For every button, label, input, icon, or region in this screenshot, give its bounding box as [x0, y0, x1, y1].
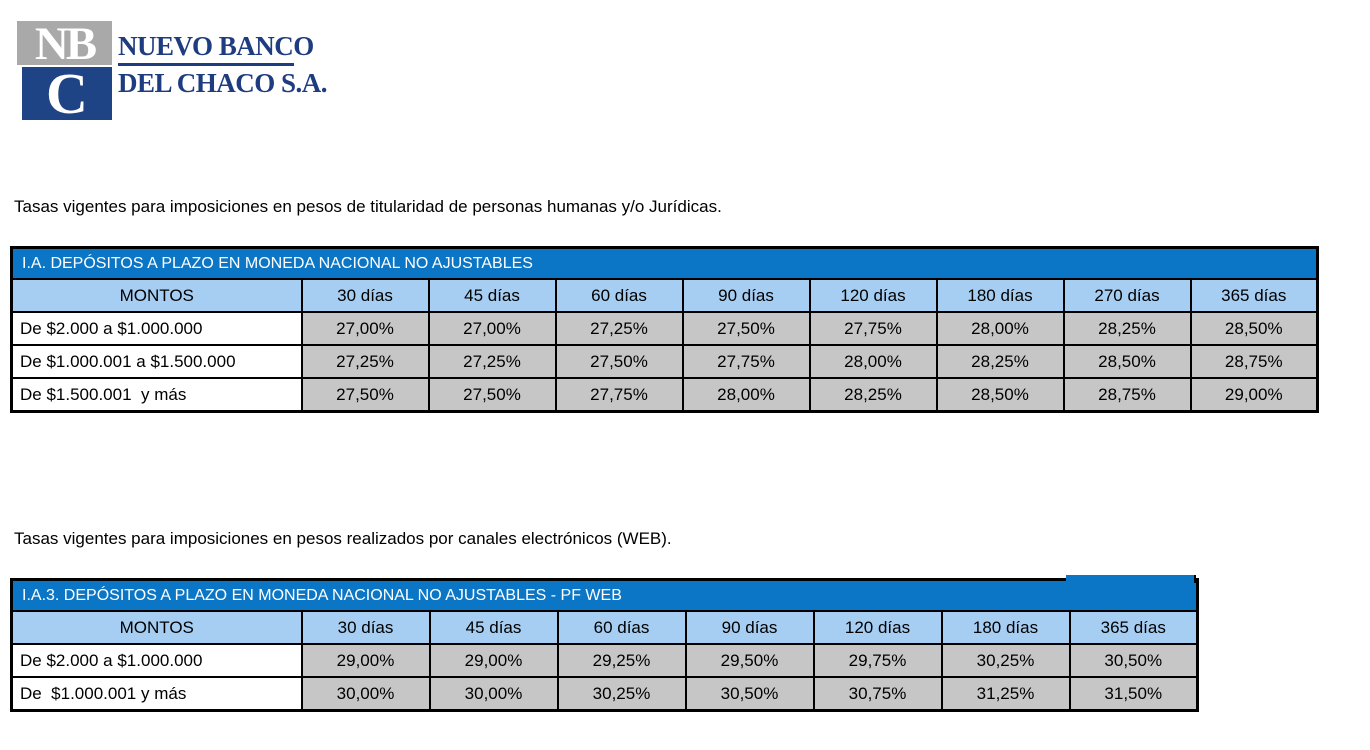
logo-monogram-c: C: [46, 67, 88, 120]
row-label: De $1.000.001 y más: [12, 677, 302, 711]
rate-cell: 27,25%: [302, 345, 429, 378]
rate-cell: 27,25%: [429, 345, 556, 378]
rate-cell: 28,50%: [1191, 312, 1318, 345]
rate-cell: 30,25%: [942, 644, 1070, 677]
table1-row-3: [12, 378, 1318, 412]
rate-cell: 28,25%: [937, 345, 1064, 378]
rate-cell: 27,50%: [302, 378, 429, 412]
table2-header-30dias: 30 días: [302, 611, 430, 644]
rate-cell: 27,75%: [683, 345, 810, 378]
bank-name-line2: DEL CHACO S.A.: [118, 68, 328, 98]
table2-header-60dias: 60 días: [558, 611, 686, 644]
rate-cell: 27,75%: [556, 378, 683, 412]
rate-cell: 29,00%: [430, 644, 558, 677]
table1-header-30dias: 30 días: [302, 279, 429, 312]
table1-header-270dias: 270 días: [1064, 279, 1191, 312]
rates-table-moneda-nacional: [10, 246, 1319, 413]
row-label: De $1.500.001 y más: [12, 378, 302, 412]
table1-title-row: [12, 248, 1318, 280]
rate-cell: 31,50%: [1070, 677, 1198, 711]
rate-cell: 27,00%: [302, 312, 429, 345]
table2-border-artifact: [1066, 575, 1196, 583]
bank-name-line1: NUEVO BANCO: [118, 31, 314, 61]
rate-cell: 28,25%: [1064, 312, 1191, 345]
row-label: De $1.000.001 a $1.500.000: [12, 345, 302, 378]
row-label: De $2.000 a $1.000.000: [12, 312, 302, 345]
rate-cell: 30,75%: [814, 677, 942, 711]
rate-cell: 28,00%: [810, 345, 937, 378]
rate-cell: 27,75%: [810, 312, 937, 345]
rate-cell: 27,50%: [429, 378, 556, 412]
rate-cell: 30,00%: [302, 677, 430, 711]
rate-cell: 27,50%: [683, 312, 810, 345]
rate-cell: 29,00%: [302, 644, 430, 677]
bank-name: [118, 31, 327, 98]
table1-header-montos: MONTOS: [12, 279, 302, 312]
table1-header-180dias: 180 días: [937, 279, 1064, 312]
intro-text-personas: Tasas vigentes para imposiciones en pesos de titularidad de personas humanas y/o Jurídicas.: [14, 197, 722, 216]
table2-header-montos: MONTOS: [12, 611, 302, 644]
rate-cell: 28,75%: [1191, 345, 1318, 378]
table1-header-90dias: 90 días: [683, 279, 810, 312]
rate-cell: 28,50%: [937, 378, 1064, 412]
table1-header-365dias: 365 días: [1191, 279, 1318, 312]
rate-cell: 27,00%: [429, 312, 556, 345]
rate-cell: 28,00%: [683, 378, 810, 412]
row-label: De $2.000 a $1.000.000: [12, 644, 302, 677]
rate-cell: 27,25%: [556, 312, 683, 345]
table1-row-2: [12, 345, 1318, 378]
rate-cell: 29,50%: [686, 644, 814, 677]
logo-monogram-nb: NB: [34, 21, 95, 65]
logo-monogram-top-square: [17, 21, 112, 65]
rate-cell: 28,75%: [1064, 378, 1191, 412]
table2-header-180dias: 180 días: [942, 611, 1070, 644]
table1-row-1: [12, 312, 1318, 345]
table1-header-row: [12, 279, 1318, 312]
table2-title: I.A.3. DEPÓSITOS A PLAZO EN MONEDA NACIONAL NO AJUSTABLES - PF WEB: [12, 580, 1198, 612]
table2-header-row: [12, 611, 1198, 644]
rate-cell: 29,00%: [1191, 378, 1318, 412]
table2-row-1: [12, 644, 1198, 677]
rate-cell: 29,75%: [814, 644, 942, 677]
table2-header-90dias: 90 días: [686, 611, 814, 644]
logo-divider-line: [118, 63, 294, 66]
rate-cell: 28,50%: [1064, 345, 1191, 378]
rates-table-pf-web: [10, 578, 1199, 712]
rate-cell: 30,25%: [558, 677, 686, 711]
rate-cell: 28,25%: [810, 378, 937, 412]
logo-monogram-bottom-square: [22, 67, 112, 120]
table1-title: I.A. DEPÓSITOS A PLAZO EN MONEDA NACIONAL NO AJUSTABLES: [12, 248, 1318, 280]
intro-text-web: Tasas vigentes para imposiciones en pesos realizados por canales electrónicos (WEB).: [14, 529, 672, 548]
rate-cell: 30,50%: [686, 677, 814, 711]
table2-header-45dias: 45 días: [430, 611, 558, 644]
table1-header-120dias: 120 días: [810, 279, 937, 312]
rate-cell: 30,50%: [1070, 644, 1198, 677]
rate-cell: 28,00%: [937, 312, 1064, 345]
table2-header-365dias: 365 días: [1070, 611, 1198, 644]
rate-cell: 30,00%: [430, 677, 558, 711]
rate-cell: 29,25%: [558, 644, 686, 677]
table2-row-2: [12, 677, 1198, 711]
table1-header-45dias: 45 días: [429, 279, 556, 312]
table2-title-row: [12, 580, 1198, 612]
table2-header-120dias: 120 días: [814, 611, 942, 644]
rate-cell: 31,25%: [942, 677, 1070, 711]
table1-header-60dias: 60 días: [556, 279, 683, 312]
rate-cell: 27,50%: [556, 345, 683, 378]
